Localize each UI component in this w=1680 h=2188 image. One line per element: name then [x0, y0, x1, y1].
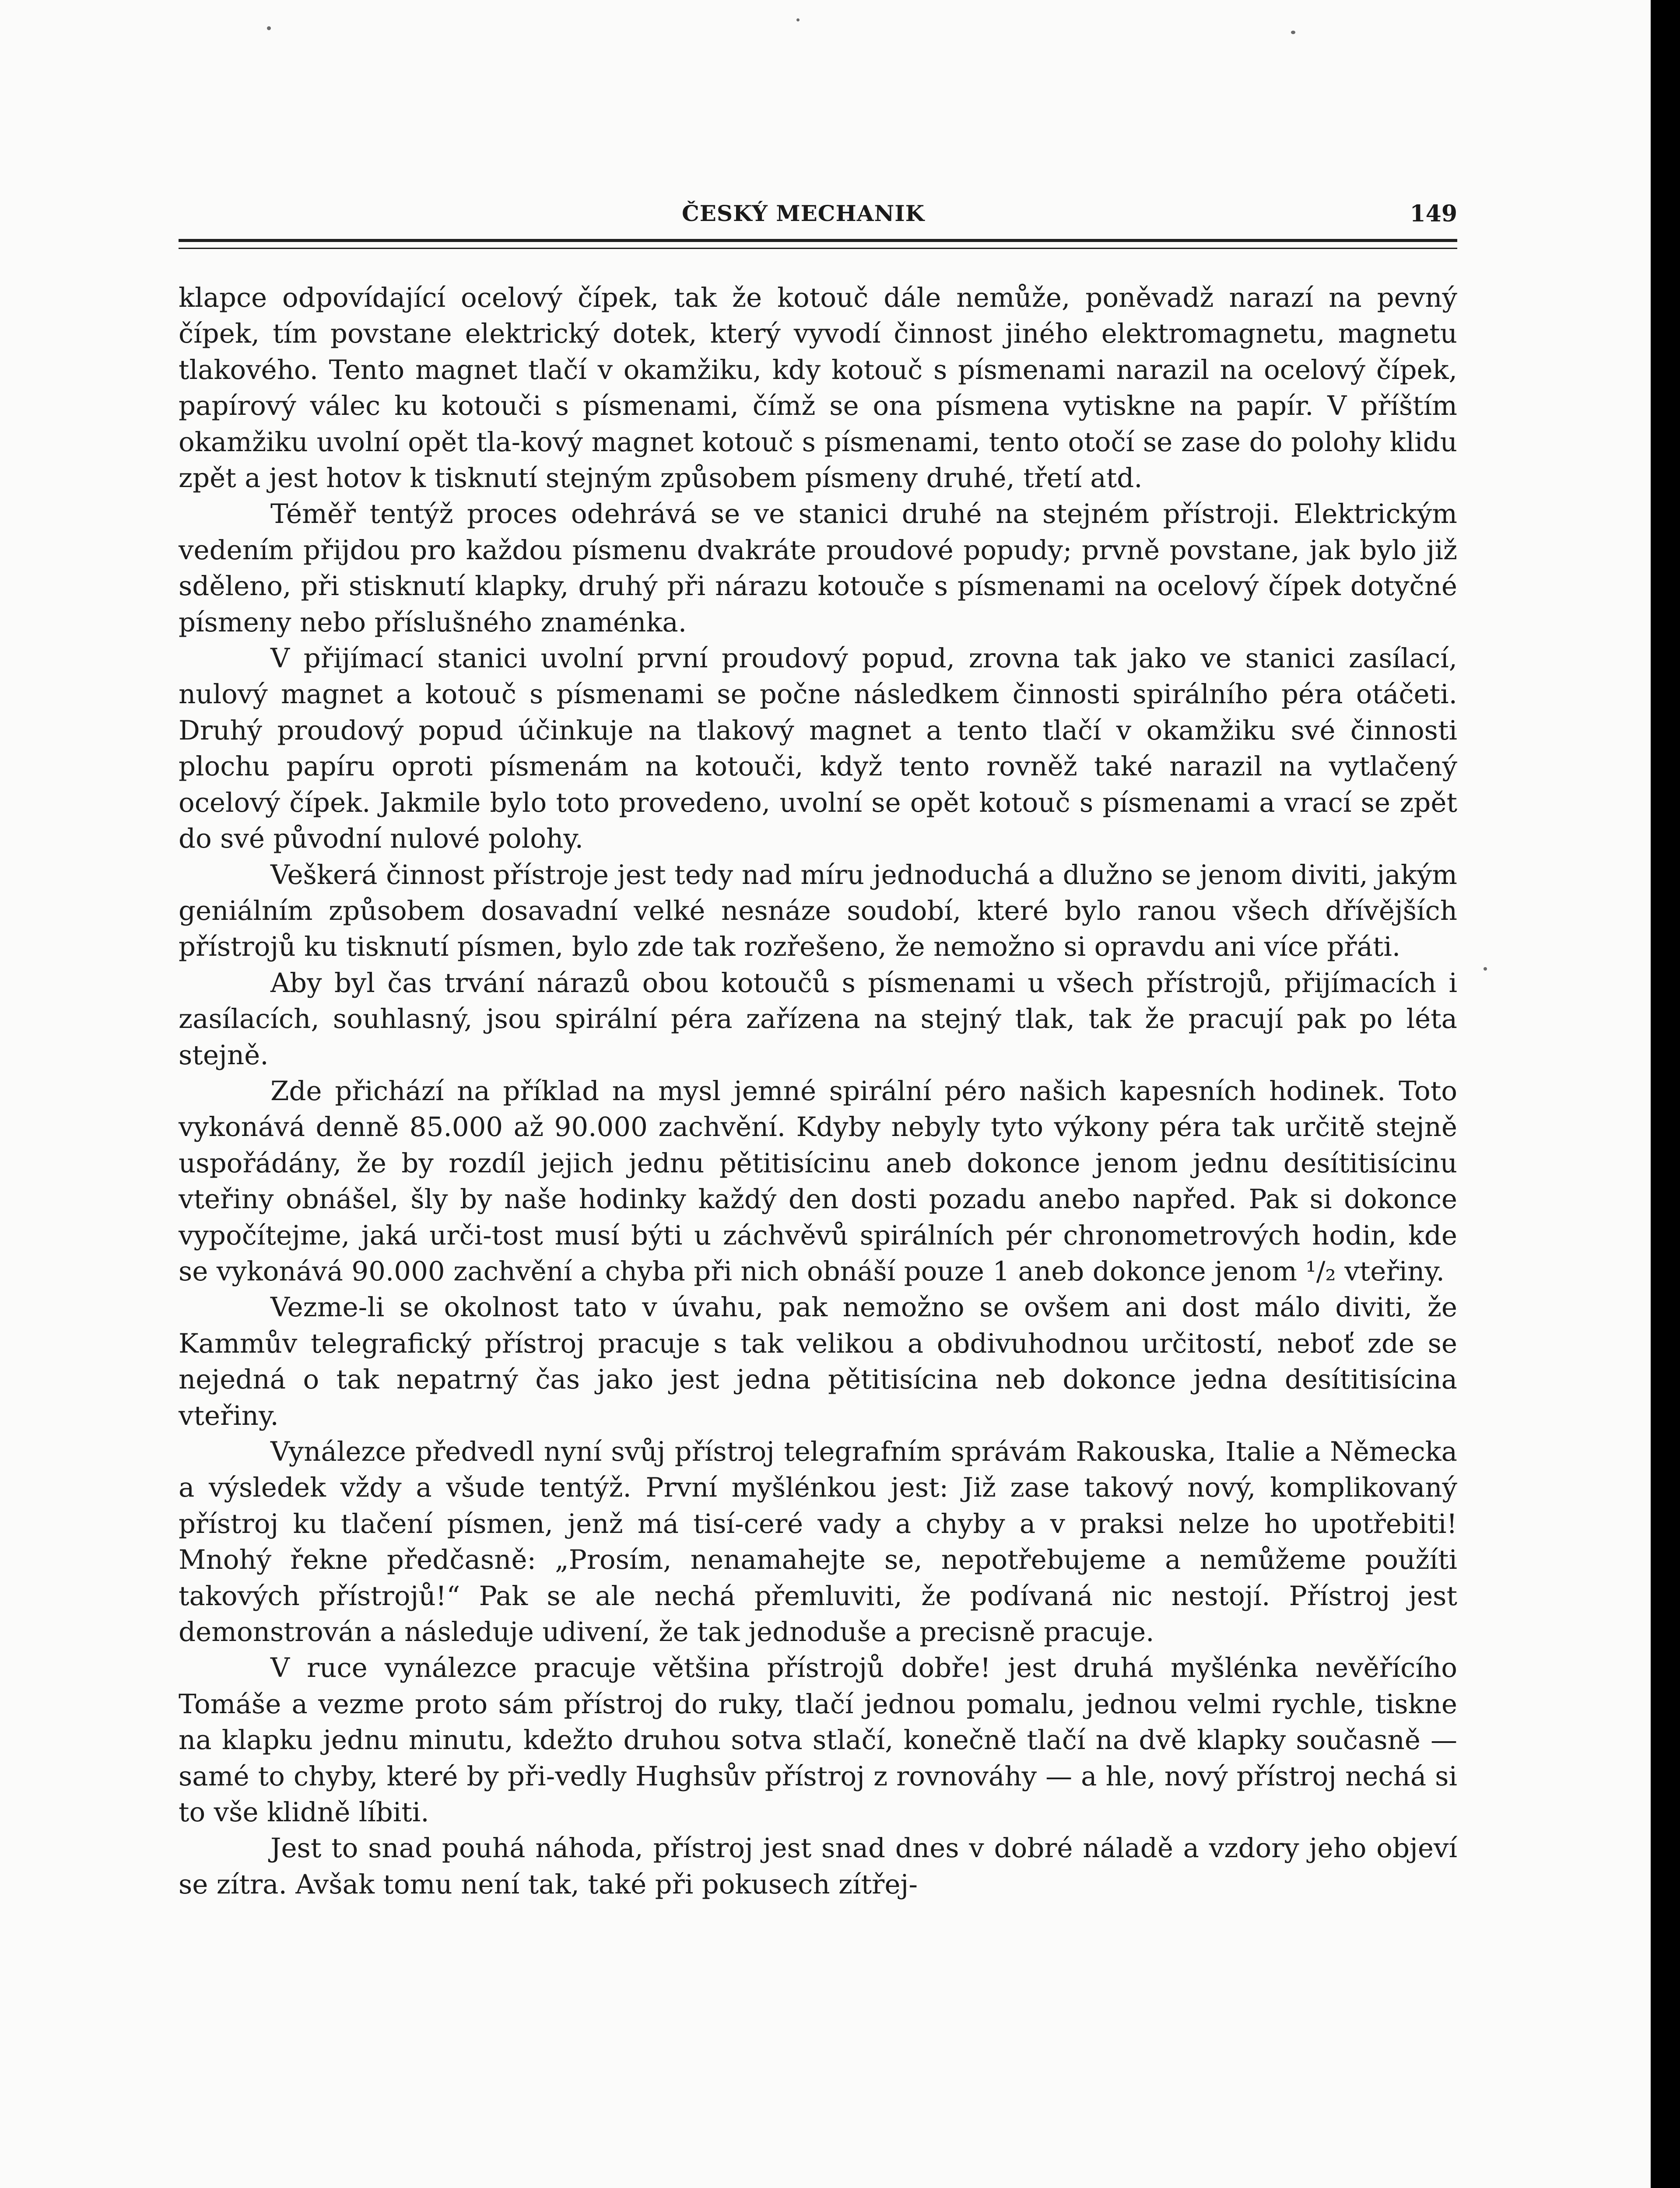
paragraph: V přijímací stanici uvolní první proudový popud, zrovna tak jako ve stanici zasílací, nulový magnet a kotouč s písmenami se počne následkem činnosti spirálního péra otáčeti. Druhý proudový popud účinkuje na tlakový magnet a tento tlačí v okamžiku své činnosti plochu papíru oproti písmenám na kotouči, když tento rovněž také narazil na vytlačený ocelový čípek. Jakmile bylo toto provedeno, uvolní se opět kotouč s písmenami a vrací se zpět do své původní nulové polohy.: [179, 643, 1457, 855]
paragraph: Veškerá činnost přístroje jest tedy nad míru jednoduchá a dlužno se jenom diviti, jakým geniálním způsobem dosavadní velké nesnáze soudobí, které bylo ranou všech dřívějších přístrojů ku tisknutí písmen, bylo zde tak rozřešeno, že nemožno si opravdu ani více přáti.: [179, 859, 1457, 963]
scan-speck: [796, 18, 800, 21]
paragraph: klapce odpovídající ocelový čípek, tak že kotouč dále nemůže, poněvadž narazí na pevný čípek, tím povstane elektrický dotek, který vyvodí činnost jiného elektromagnetu, magnetu tlakového. Tento magnet tlačí v okamžiku, kdy kotouč s písmenami narazil na ocelový čípek, papírový válec ku kotouči s písmenami, čímž se ona písmena vytiskne na papír. V příštím okamžiku uvolní opět tla-kový magnet kotouč s písmenami, tento otočí se zase do polohy klidu zpět a jest hotov k tisknutí stejným způsobem písmeny druhé, třetí atd.: [179, 282, 1457, 494]
running-title: ČESKÝ MECHANIK: [682, 200, 925, 226]
paragraph: Aby byl čas trvání nárazů obou kotoučů s písmenami u všech přístrojů, přijímacích i zasílacích, souhlasný, jsou spirální péra zařízena na stejný tlak, tak že pracují pak po léta stejně.: [179, 967, 1457, 1071]
scan-border: [1651, 0, 1680, 2188]
running-header: [179, 193, 1457, 232]
paragraph: Jest to snad pouhá náhoda, přístroj jest snad dnes v dobré náladě a vzdory jeho objeví se zítra. Avšak tomu není tak, také při pokusech zítřej-: [179, 1833, 1457, 1900]
paragraph: V ruce vynálezce pracuje většina přístrojů dobře! jest druhá myšlénka nevěřícího Tomáše a vezme proto sám přístroj do ruky, tlačí jednou pomalu, jednou velmi rychle, tiskne na klapku jednu minutu, kdežto druhou sotva stlačí, konečně tlačí na dvě klapky současně — samé to chyby, které by při-vedly Hughsův přístroj z rovnováhy — a hle, nový přístroj nechá si to vše klidně líbiti.: [179, 1652, 1457, 1828]
scan-speck: [1291, 31, 1295, 34]
page-number: 149: [1410, 200, 1457, 227]
body-text: [179, 280, 1457, 1903]
header-rule-thick: [179, 239, 1457, 242]
paragraph: Téměř tentýž proces odehrává se ve stanici druhé na stejném přístroji. Elektrickým vedením přijdou pro každou písmenu dvakráte proudové popudy; prvně povstane, jak bylo již sděleno, při stisknutí klapky, druhý při nárazu kotouče s písmenami na ocelový čípek dotyčné písmeny nebo příslušného znaménka.: [179, 498, 1457, 638]
paragraph: Vezme-li se okolnost tato v úvahu, pak nemožno se ovšem ani dost málo diviti, že Kammův telegrafický přístroj pracuje s tak velikou a obdivuhodnou určitostí, neboť zde se nejedná o tak nepatrný čas jako jest jedna pětitisícina neb dokonce jedna desítitisícina vteřiny.: [179, 1292, 1457, 1431]
scan-speck: [267, 26, 271, 30]
header-rule-thin: [179, 248, 1457, 249]
scan-speck: [1484, 967, 1487, 971]
paragraph: Zde přichází na příklad na mysl jemné spirální péro našich kapesních hodinek. Toto vykonává denně 85.000 až 90.000 zachvění. Kdyby nebyly tyto výkony péra tak určitě stejně uspořádány, že by rozdíl jejich jednu pětitisícinu aneb dokonce jenom jednu desítitisícinu vteřiny obnášel, šly by naše hodinky každý den dosti pozadu anebo napřed. Pak si dokonce vypočítejme, jaká urči-tost musí býti u záchvěvů spirálních pér chronometrových hodin, kde se vykonává 90.000 zachvění a chyba při nich obnáší pouze 1 aneb dokonce jenom ¹/₂ vteřiny.: [179, 1075, 1457, 1287]
paragraph: Vynálezce předvedl nyní svůj přístroj telegrafním správám Rakouska, Italie a Německa a výsledek vždy a všude tentýž. První myšlénkou jest: Již zase takový nový, komplikovaný přístroj ku tlačení písmen, jenž má tisí-ceré vady a chyby a v praksi nelze ho upotřebiti! Mnohý řekne předčasně: „Prosím, nenamahejte se, nepotřebujeme a nemůžeme použíti takových přístrojů!“ Pak se ale nechá přemluviti, že podívaná nic nestojí. Přístroj jest demonstrován a následuje udivení, že tak jednoduše a precisně pracuje.: [179, 1436, 1457, 1648]
